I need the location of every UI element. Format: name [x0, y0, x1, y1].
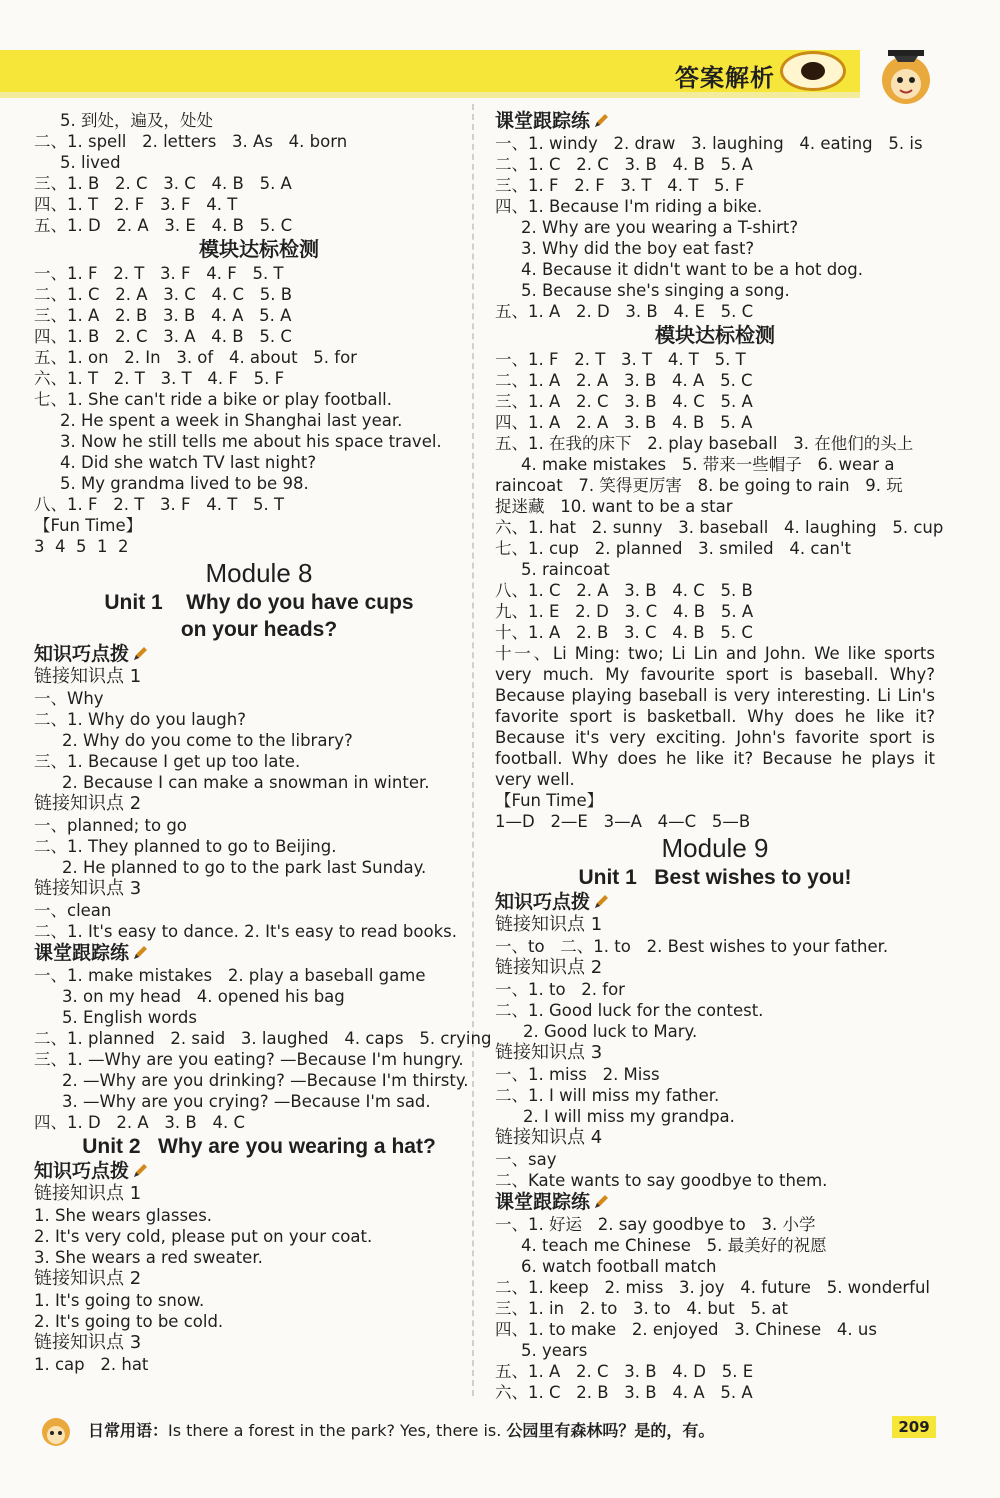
left-line-text: 5. 到处，遍及，处处	[60, 111, 213, 130]
left-line	[34, 368, 484, 389]
right-line-text: 2. Why are you wearing a T-shirt?	[521, 218, 799, 237]
right-line	[495, 133, 935, 154]
pencil-icon	[132, 646, 148, 662]
right-line	[495, 914, 935, 936]
right-line	[495, 517, 944, 538]
right-line-text: 六、1. hat 2. sunny 3. baseball 4. laughing 5. cup	[495, 518, 944, 537]
right-line-text: 四、1. A 2. A 3. B 4. B 5. A	[495, 413, 753, 432]
left-line-text: 【Fun Time】	[34, 516, 143, 535]
page-number: 209	[892, 1416, 936, 1438]
left-line-text: 模块达标检测	[199, 237, 319, 261]
pencil-icon	[593, 113, 609, 129]
mascot-small-icon	[36, 1412, 76, 1448]
left-line-text: 2. He planned to go to the park last Sunday.	[62, 858, 427, 877]
left-line-text: 四、1. T 2. F 3. F 4. T	[34, 195, 238, 214]
left-line	[34, 515, 484, 536]
left-line	[34, 1332, 484, 1354]
left-line-text: 八、1. F 2. T 3. F 4. T 5. T	[34, 495, 285, 514]
left-line-text: 课堂跟踪练	[34, 942, 130, 964]
left-line-text: Module 8	[205, 558, 313, 588]
left-line	[34, 1226, 484, 1247]
left-line	[34, 878, 484, 900]
right-line-text: Unit 1 Best wishes to you!	[578, 866, 852, 889]
left-line	[34, 942, 484, 965]
left-line	[34, 730, 484, 751]
left-line	[34, 473, 484, 494]
right-line	[495, 301, 935, 322]
right-line-text: 八、1. C 2. A 3. B 4. C 5. B	[495, 581, 753, 600]
right-line-text: 一、to 二、1. to 2. Best wishes to your father.	[495, 937, 889, 956]
right-line	[495, 175, 935, 196]
left-line	[34, 1070, 484, 1091]
right-line	[495, 1277, 935, 1298]
right-line-text: 2. Good luck to Mary.	[523, 1022, 698, 1041]
left-line	[34, 1160, 484, 1183]
left-line	[34, 452, 484, 473]
right-line	[495, 475, 935, 496]
logo-badge-icon	[780, 51, 846, 91]
left-line-text: 1. It's going to snow.	[34, 1291, 205, 1310]
right-line	[495, 1021, 935, 1042]
left-line	[34, 557, 484, 589]
left-line	[34, 173, 484, 194]
left-line	[34, 1354, 484, 1375]
left-line-text: 知识巧点拨	[34, 1160, 130, 1182]
right-line-text: 链接知识点 4	[495, 1127, 603, 1148]
right-line	[495, 1064, 935, 1085]
right-line-text: 二、1. I will miss my father.	[495, 1086, 720, 1105]
left-line	[34, 772, 484, 793]
right-line-text: Module 9	[661, 833, 769, 863]
right-line-text: 知识巧点拨	[495, 891, 591, 913]
left-line	[34, 236, 484, 263]
pencil-icon	[132, 945, 148, 961]
header-title: 答案解析	[675, 64, 775, 92]
right-line-text: 链接知识点 2	[495, 957, 603, 978]
right-line	[495, 259, 935, 280]
left-line-text: 六、1. T 2. T 3. T 4. F 5. F	[34, 369, 285, 388]
right-line-text: 6. watch football match	[521, 1257, 717, 1276]
right-line	[495, 454, 935, 475]
left-line-text: 链接知识点 2	[34, 793, 142, 814]
left-line-text: 链接知识点 1	[34, 666, 142, 687]
right-column	[495, 110, 944, 1403]
left-line	[34, 1247, 484, 1268]
right-line	[495, 1235, 935, 1256]
right-line	[495, 322, 935, 349]
left-line-text: 3. She wears a red sweater.	[34, 1248, 263, 1267]
right-line	[495, 580, 935, 601]
right-line-text: 五、1. 在我的床下 2. play baseball 3. 在他们的头上	[495, 434, 914, 453]
pencil-icon	[132, 1163, 148, 1179]
footer	[36, 1412, 936, 1448]
right-line-text: 九、1. E 2. D 3. C 4. B 5. A	[495, 602, 754, 621]
right-line	[495, 1106, 935, 1127]
pencil-icon	[593, 894, 609, 910]
left-line-text: 四、1. D 2. A 3. B 4. C	[34, 1113, 245, 1132]
left-line-text: 一、1. F 2. T 3. F 4. F 5. T	[34, 264, 284, 283]
right-line	[495, 349, 935, 370]
right-line-text: 六、1. C 2. B 3. B 4. A 5. A	[495, 1383, 753, 1402]
right-line-text: 4. teach me Chinese 5. 最美好的祝愿	[521, 1236, 827, 1255]
left-line-text: 3. on my head 4. opened his bag	[62, 987, 345, 1006]
right-line	[495, 1000, 935, 1021]
left-line	[34, 1133, 484, 1160]
right-line-text: 3. Why did the boy eat fast?	[521, 239, 755, 258]
left-line-text: Unit 1 Why do you have cups	[104, 591, 414, 614]
right-line-text: 4. Because it didn't want to be a hot dog.	[521, 260, 863, 279]
left-line	[34, 815, 484, 836]
left-line	[34, 1290, 484, 1311]
left-line-text: 三、1. —Why are you eating? —Because I'm hungry.	[34, 1050, 464, 1069]
right-line-text: 五、1. A 2. C 3. B 4. D 5. E	[495, 1362, 754, 1381]
right-line-text: 三、1. A 2. C 3. B 4. C 5. A	[495, 392, 753, 411]
left-line-text: Unit 2 Why are you wearing a hat?	[82, 1135, 436, 1158]
daily-phrase	[88, 1418, 714, 1441]
right-line	[495, 1149, 935, 1170]
left-line-text: 1. cap 2. hat	[34, 1355, 149, 1374]
right-line	[495, 1319, 935, 1340]
left-line-text: 一、clean	[34, 901, 112, 920]
right-line	[495, 496, 935, 517]
left-line-text: 3 4 5 1 2	[34, 537, 129, 556]
left-line	[34, 263, 484, 284]
right-line	[495, 154, 935, 175]
left-line	[34, 131, 484, 152]
right-line-text: 三、1. F 2. F 3. T 4. T 5. F	[495, 176, 745, 195]
left-line-text: 2. Because I can make a snowman in winter.	[62, 773, 430, 792]
right-line-text: 二、1. Good luck for the contest.	[495, 1001, 764, 1020]
right-line	[495, 1214, 935, 1235]
right-line	[495, 1382, 935, 1403]
left-line-text: 3. —Why are you crying? —Because I'm sad.	[62, 1092, 431, 1111]
left-line	[34, 389, 484, 410]
daily-phrase-label: 日常用语：	[88, 1421, 169, 1440]
right-line	[495, 790, 935, 811]
daily-phrase-chinese: 公园里有森林吗？是的，有。	[506, 1421, 715, 1440]
left-line	[34, 857, 484, 878]
right-line-text: 5. Because she's singing a song.	[521, 281, 790, 300]
left-line	[34, 751, 484, 772]
right-line-text: 三、1. in 2. to 3. to 4. but 5. at	[495, 1299, 789, 1318]
left-line-text: 5. My grandma lived to be 98.	[60, 474, 309, 493]
right-line-text: 二、1. A 2. A 3. B 4. A 5. C	[495, 371, 753, 390]
left-line	[34, 921, 484, 942]
left-line	[34, 410, 484, 431]
left-line-text: 4. Did she watch TV last night?	[60, 453, 317, 472]
right-line-text: 二、Kate wants to say goodbye to them.	[495, 1171, 828, 1190]
left-line	[34, 1112, 484, 1133]
left-line	[34, 1007, 484, 1028]
left-column	[34, 110, 492, 1375]
left-line-text: 三、1. A 2. B 3. B 4. A 5. A	[34, 306, 292, 325]
right-line	[495, 217, 935, 238]
left-line-text: 二、1. Why do you laugh?	[34, 710, 246, 729]
right-line	[495, 196, 935, 217]
left-line-text: 二、1. C 2. A 3. C 4. C 5. B	[34, 285, 293, 304]
right-line-text: 课堂跟踪练	[495, 1191, 591, 1213]
right-line	[495, 601, 935, 622]
right-line-text: 十、1. A 2. B 3. C 4. B 5. C	[495, 623, 753, 642]
daily-phrase-english: Is there a forest in the park? Yes, there is.	[168, 1421, 502, 1440]
right-line	[495, 1191, 935, 1214]
right-line	[495, 1256, 935, 1277]
left-line	[34, 326, 484, 347]
left-line-text: 三、1. B 2. C 3. C 4. B 5. A	[34, 174, 292, 193]
right-line-text: 课堂跟踪练	[495, 110, 591, 132]
right-line	[495, 110, 935, 133]
right-line-text: 四、1. Because I'm riding a bike.	[495, 197, 763, 216]
right-line	[495, 643, 935, 790]
right-line	[495, 1085, 935, 1106]
right-line-text: raincoat 7. 笑得更厉害 8. be going to rain 9. 玩	[495, 476, 903, 495]
right-line-text: 一、1. miss 2. Miss	[495, 1065, 660, 1084]
left-line-text: 5. English words	[62, 1008, 197, 1027]
right-line	[495, 1127, 935, 1149]
left-line-text: 2. He spent a week in Shanghai last year.	[60, 411, 403, 430]
right-line-text: 5. years	[521, 1341, 588, 1360]
left-line	[34, 965, 484, 986]
right-line-text: 4. make mistakes 5. 带来一些帽子 6. wear a	[521, 455, 895, 474]
right-line-text: 1—D 2—E 3—A 4—C 5—B	[495, 812, 751, 831]
right-line-text: 七、1. cup 2. planned 3. smiled 4. can't	[495, 539, 851, 558]
left-line	[34, 152, 484, 173]
left-line-text: 5. lived	[60, 153, 121, 172]
right-line	[495, 832, 935, 864]
right-line-text: 五、1. A 2. D 3. B 4. E 5. C	[495, 302, 754, 321]
left-line	[34, 194, 484, 215]
left-line-text: 四、1. B 2. C 3. A 4. B 5. C	[34, 327, 292, 346]
left-line	[34, 666, 484, 688]
left-line-text: 链接知识点 1	[34, 1183, 142, 1204]
left-line	[34, 1049, 484, 1070]
left-line-text: 二、1. It's easy to dance. 2. It's easy to read books.	[34, 922, 457, 941]
left-line	[34, 688, 484, 709]
left-line	[34, 1028, 492, 1049]
left-line	[34, 986, 484, 1007]
left-line-text: 五、1. on 2. In 3. of 4. about 5. for	[34, 348, 357, 367]
right-line-text: 一、say	[495, 1150, 557, 1169]
left-line-text: 链接知识点 3	[34, 1332, 142, 1353]
right-line	[495, 936, 935, 957]
left-line-text: 一、1. make mistakes 2. play a baseball game	[34, 966, 426, 985]
right-line-text: 模块达标检测	[655, 323, 775, 347]
right-line-text: 二、1. C 2. C 3. B 4. B 5. A	[495, 155, 753, 174]
right-line-text: 一、1. to 2. for	[495, 980, 625, 999]
right-line	[495, 370, 935, 391]
right-line-text: 2. I will miss my grandpa.	[523, 1107, 735, 1126]
right-line-text: 链接知识点 1	[495, 914, 603, 935]
left-line	[34, 1268, 484, 1290]
right-line-text: 二、1. keep 2. miss 3. joy 4. future 5. wonderful	[495, 1278, 930, 1297]
left-line-text: 2. —Why are you drinking? —Because I'm thirsty.	[62, 1071, 469, 1090]
right-line	[495, 1361, 935, 1382]
left-line-text: 二、1. planned 2. said 3. laughed 4. caps 5. crying	[34, 1029, 492, 1048]
left-line	[34, 284, 484, 305]
left-line-text: 三、1. Because I get up too late.	[34, 752, 301, 771]
right-line	[495, 864, 935, 891]
right-line-text: 一、1. F 2. T 3. T 4. T 5. T	[495, 350, 746, 369]
left-line-text: 一、planned; to go	[34, 816, 187, 835]
right-line	[495, 622, 935, 643]
left-line	[34, 709, 484, 730]
left-line-text: 二、1. They planned to go to Beijing.	[34, 837, 337, 856]
left-line	[34, 431, 484, 452]
right-line	[495, 412, 935, 433]
left-line-text: 链接知识点 2	[34, 1268, 142, 1289]
right-line-text: 5. raincoat	[521, 560, 610, 579]
left-line	[34, 643, 484, 666]
right-line-text: 一、1. windy 2. draw 3. laughing 4. eating 5. is	[495, 134, 923, 153]
right-line-text: 一、1. 好运 2. say goodbye to 3. 小学	[495, 1215, 816, 1234]
right-line	[495, 559, 935, 580]
left-line	[34, 110, 484, 131]
left-line-text: 2. It's very cold, please put on your coat.	[34, 1227, 373, 1246]
right-line	[495, 891, 935, 914]
left-line-text: 知识巧点拨	[34, 643, 130, 665]
left-line	[34, 1311, 484, 1332]
right-line-text: 【Fun Time】	[495, 791, 604, 810]
left-line	[34, 616, 484, 643]
right-line	[495, 979, 935, 1000]
left-line	[34, 1205, 484, 1226]
left-line-text: 1. She wears glasses.	[34, 1206, 213, 1225]
left-line-text: 2. It's going to be cold.	[34, 1312, 224, 1331]
left-line	[34, 1183, 484, 1205]
right-line-text: 十一、Li Ming: two; Li Lin and John. We like sports very much. My favourite sport is baseball. Why? Because playing baseball is very interesting. Li Lin's favorite sport is basketball. Why does he like it? Because it's very exciting. John's favorite sport is football. Why does he like it? Because he plays it very well.	[495, 644, 935, 789]
right-line	[495, 391, 935, 412]
right-line-text: 四、1. to make 2. enjoyed 3. Chinese 4. us	[495, 1320, 877, 1339]
left-line	[34, 589, 484, 616]
left-line-text: 链接知识点 3	[34, 878, 142, 899]
left-line-text: 五、1. D 2. A 3. E 4. B 5. C	[34, 216, 293, 235]
right-line	[495, 238, 935, 259]
right-line	[495, 811, 935, 832]
left-line	[34, 1091, 484, 1112]
right-line-text: 捉迷藏 10. want to be a star	[495, 497, 733, 516]
left-line-text: 二、1. spell 2. letters 3. As 4. born	[34, 132, 348, 151]
left-line	[34, 215, 484, 236]
left-line-text: 2. Why do you come to the library?	[62, 731, 353, 750]
left-line	[34, 494, 484, 515]
left-line	[34, 536, 484, 557]
pencil-icon	[593, 1194, 609, 1210]
left-line	[34, 305, 484, 326]
right-line	[495, 1042, 935, 1064]
right-line-text: 链接知识点 3	[495, 1042, 603, 1063]
right-line	[495, 433, 935, 454]
left-line-text: 一、Why	[34, 689, 104, 708]
left-line-text: on your heads?	[180, 618, 338, 641]
left-line	[34, 347, 484, 368]
right-line	[495, 1170, 935, 1191]
mascot-icon	[870, 40, 942, 112]
right-line	[495, 538, 935, 559]
right-line	[495, 1298, 935, 1319]
left-line	[34, 793, 484, 815]
right-line	[495, 280, 935, 301]
left-line	[34, 900, 484, 921]
right-line	[495, 957, 935, 979]
left-line-text: 七、1. She can't ride a bike or play football.	[34, 390, 392, 409]
left-line-text: 3. Now he still tells me about his space travel.	[60, 432, 442, 451]
left-line	[34, 836, 484, 857]
right-line	[495, 1340, 935, 1361]
